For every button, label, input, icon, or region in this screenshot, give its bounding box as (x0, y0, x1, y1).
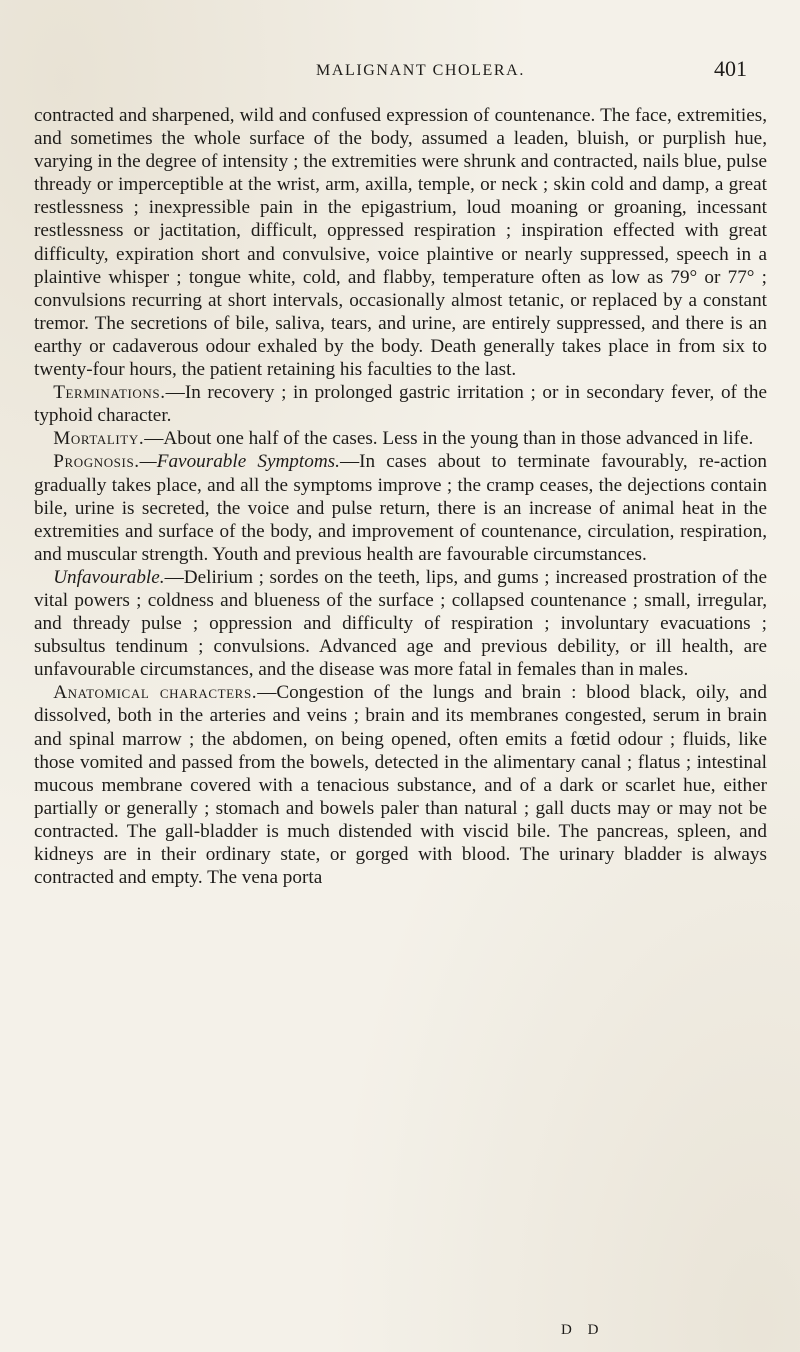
page-number: 401 (714, 56, 747, 81)
paragraph-text: —Delirium ; sordes on the teeth, lips, and gums ; increased prostration of the vital powers ; coldness and blueness of the surface ; collapsed countenance ; small, irregular, and thready pulse ; oppression and difficulty of respiration ; involuntary evacuations ; subsultus tendinum ; convulsions. Advanced age and previous debility, or ill health, are unfavourable circumstances, and the disease was more fatal in females than in males. (34, 566, 767, 681)
running-title: MALIGNANT CHOLERA. (316, 62, 525, 79)
running-head (0, 56, 800, 92)
paragraph-text: —In cases about to terminate favourably, re-action gradually takes place, and all the symptoms improve ; the cramp ceases, the dejections contain bile, urine is secreted, the voice and pulse return, there is an increase of animal heat in the extremities and surface of the body, and improvement of countenance, circulation, respiration, and muscular strength. Youth and previous health are favourable circumstances. (34, 451, 767, 565)
section-heading-terminations: Terminations. (53, 382, 166, 404)
signature-mark: D D (561, 1322, 605, 1338)
paragraph-terminations (34, 381, 767, 427)
section-heading-anatomical-characters: Anatomical characters. (53, 682, 258, 704)
paragraph-text: —Congestion of the lungs and brain : blood black, oily, and dissolved, both in the arteries and veins ; brain and its membranes congested, serum in brain and spinal marrow ; the abdomen, on being opened, often emits a fœtid odour ; fluids, like those vomited and passed from the bowels, detected in the alimentary canal ; flatus ; intestinal mucous membrane covered with a tenacious substance, and of a dark or scarlet hue, either partially or generally ; stomach and bowels paler than natural ; gall ducts may or may not be contracted. The gall-bladder is much distended with viscid bile. The pancreas, spleen, and kidneys are in their ordinary state, or gorged with blood. The urinary bladder is always contracted and empty. The vena porta (34, 682, 767, 889)
section-heading-mortality: Mortality. (53, 428, 145, 450)
paragraph-prognosis (34, 450, 767, 565)
paragraph-symptoms-continued (34, 104, 767, 381)
subheading-unfavourable: Unfavourable. (53, 566, 165, 588)
paragraph-text: contracted and sharpened, wild and confused expression of countenance. The face, extremities, and sometimes the whole surface of the body, assumed a leaden, bluish, or purplish hue, varying in the degree of intensity ; the extremities were shrunk and contracted, nails blue, pulse thready or imperceptible at the wrist, arm, axilla, temple, or neck ; skin cold and damp, a great restlessness ; inexpressible pain in the epigastrium, loud moaning or groaning, incessant restlessness or jactitation, difficult, oppressed respiration ; inspiration effected with great difficulty, expiration short and convulsive, voice plaintive or nearly suppressed, speech in a plaintive whisper ; tongue white, cold, and flabby, temperature often as low as 79° or 77° ; convulsions recurring at short intervals, occasionally almost tetanic, or replaced by a constant tremor. The secretions of bile, saliva, tears, and urine, are entirely suppressed, and there is an earthy or cadaverous odour exhaled by the body. Death generally takes place in from six to twenty-four hours, the patient retaining his faculties to the last. (34, 105, 767, 381)
paragraph-text: —About one half of the cases. Less in the young than in those advanced in life. (144, 428, 754, 450)
paragraph-mortality (34, 427, 767, 450)
body-text (34, 104, 767, 889)
paragraph-text: —In recovery ; in prolonged gastric irritation ; or in secondary fever, of the typhoid character. (34, 382, 767, 427)
section-heading-prognosis: Prognosis. (53, 451, 140, 473)
subheading-favourable-symptoms: —Favourable Symptoms. (139, 451, 340, 473)
paragraph-anatomical-characters (34, 681, 767, 889)
paragraph-unfavourable (34, 566, 767, 681)
